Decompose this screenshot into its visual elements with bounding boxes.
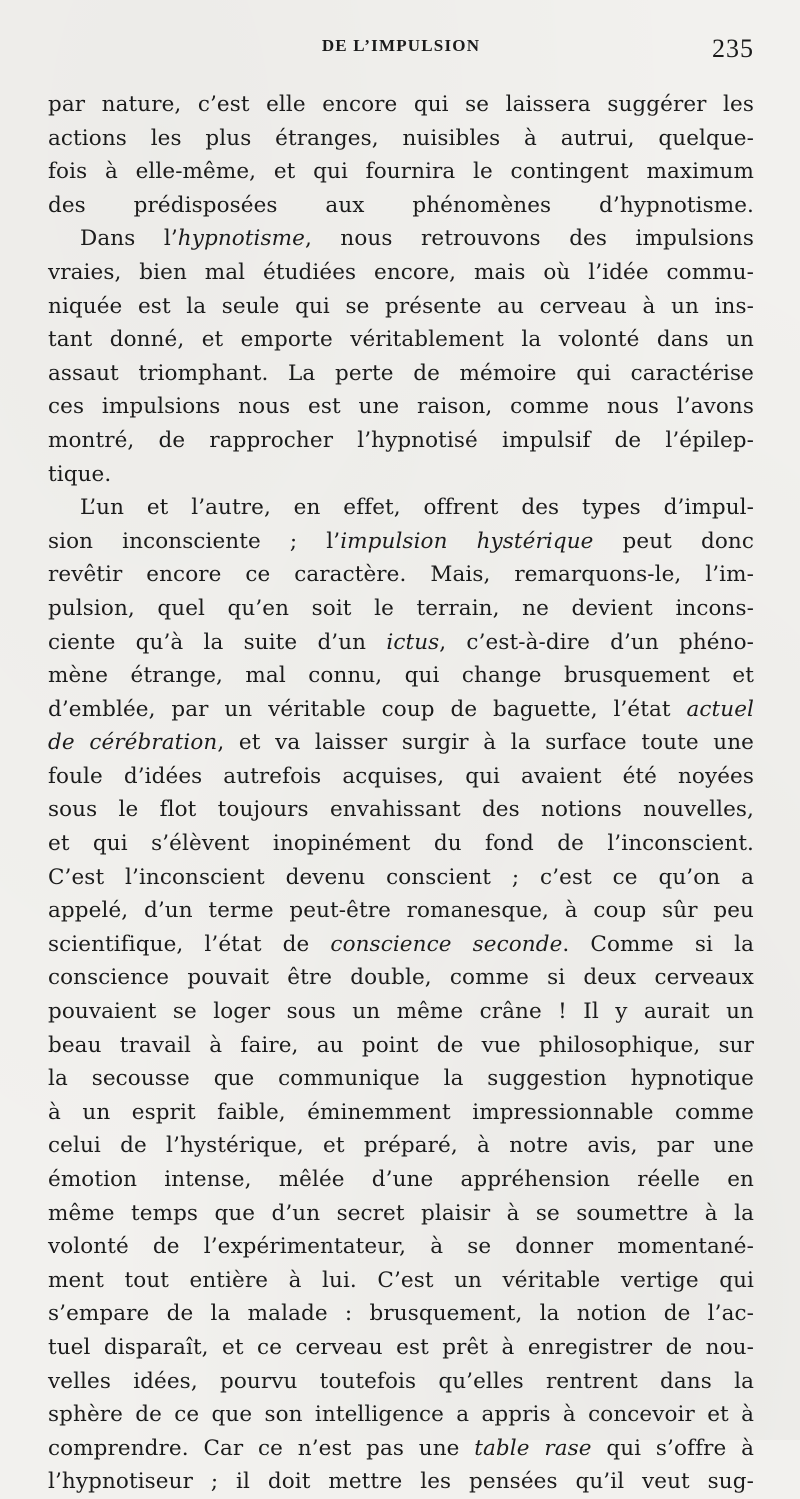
text-line: de cérébration, et va laisser surgir à la surface toute une — [48, 730, 754, 756]
text-line: fois à elle-même, et qui fournira le contingent maximum — [48, 159, 754, 185]
text-line: pulsion, quel qu’en soit le terrain, ne devient incons- — [48, 595, 754, 621]
text-line: pouvaient se loger sous un même crâne ! Il y aurait un — [48, 999, 754, 1025]
text-line: actions les plus étranges, nuisibles à autrui, quelque- — [48, 125, 754, 151]
body-text — [48, 88, 754, 1499]
text-line: appelé, d’un terme peut-être romanesque, à coup sûr peu — [48, 898, 754, 924]
text-line: s’empare de la malade : brusquement, la notion de l’ac- — [48, 1301, 754, 1327]
text-line: par nature, c’est elle encore qui se laissera suggérer les — [48, 92, 754, 117]
text-line: assaut triomphant. La perte de mémoire qui caractérise — [48, 360, 754, 386]
text-line: et qui s’élèvent inopinément du fond de l’inconscient. — [48, 831, 754, 857]
text-line: Dans l’hypnotisme, nous retrouvons des impulsions — [80, 226, 754, 252]
text-line: mène étrange, mal connu, qui change brusquement et — [48, 663, 754, 689]
text-line: sphère de ce que son intelligence a appris à concevoir et à — [48, 1402, 754, 1428]
text-line: à un esprit faible, éminemment impressionnable comme — [48, 1099, 754, 1125]
text-line: émotion intense, mêlée d’une appréhension réelle en — [48, 1167, 754, 1192]
text-line: vraies, bien mal étudiées encore, mais où l’idée commu- — [48, 259, 754, 285]
text-line: montré, de rapprocher l’hypnotisé impulsif de l’épilep- — [48, 427, 754, 453]
text-line: des prédisposées aux phénomènes d’hypnotisme. — [48, 192, 754, 218]
text-line: sion inconsciente ; l’impulsion hystérique peut donc — [48, 528, 754, 554]
text-line: ciente qu’à la suite d’un ictus, c’est-à-dire d’un phéno- — [48, 629, 754, 655]
text-line: tuel disparaît, et ce cerveau est prêt à enregistrer de nou- — [48, 1334, 754, 1360]
page-number: 235 — [712, 34, 754, 63]
text-line: scientifique, l’état de conscience seconde. Comme si la — [48, 931, 754, 957]
text-line: d’emblée, par un véritable coup de baguette, l’état actuel — [48, 696, 754, 722]
text-line: tique. — [48, 461, 112, 487]
text-line: celui de l’hystérique, et préparé, à notre avis, par une — [48, 1133, 754, 1159]
text-line: même temps que d’un secret plaisir à se soumettre à la — [48, 1200, 754, 1226]
text-line: sous le flot toujours envahissant des notions nouvelles, — [48, 797, 754, 823]
text-line: l’hypnotiseur ; il doit mettre les pensées qu’il veut sug- — [48, 1469, 754, 1495]
text-line: tant donné, et emporte véritablement la volonté dans un — [48, 327, 754, 353]
text-line: revêtir encore ce caractère. Mais, remarquons-le, l’im- — [48, 562, 754, 588]
running-head — [48, 26, 754, 74]
text-line: niquée est la seule qui se présente au cerveau à un ins- — [48, 293, 754, 319]
running-title: DE L’IMPULSION — [321, 36, 481, 55]
text-line: conscience pouvait être double, comme si deux cerveaux — [48, 965, 754, 991]
text-line: C’est l’inconscient devenu conscient ; c’est ce qu’on a — [48, 864, 754, 890]
text-line: la secousse que communique la suggestion hypnotique — [48, 1066, 754, 1092]
text-line: comprendre. Car ce n’est pas une table rase qui s’offre à — [48, 1435, 754, 1461]
text-line: ment tout entière à lui. C’est un véritable vertige qui — [48, 1267, 754, 1293]
text-line: L’un et l’autre, en effet, offrent des types d’impul- — [80, 495, 754, 521]
text-line: velles idées, pourvu toutefois qu’elles rentrent dans la — [48, 1368, 754, 1394]
text-line: beau travail à faire, au point de vue philosophique, sur — [48, 1032, 754, 1058]
text-line: ces impulsions nous est une raison, comme nous l’avons — [48, 394, 754, 420]
text-line: volonté de l’expérimentateur, à se donner momentané- — [48, 1234, 754, 1260]
text-line: foule d’idées autrefois acquises, qui avaient été noyées — [48, 763, 754, 789]
